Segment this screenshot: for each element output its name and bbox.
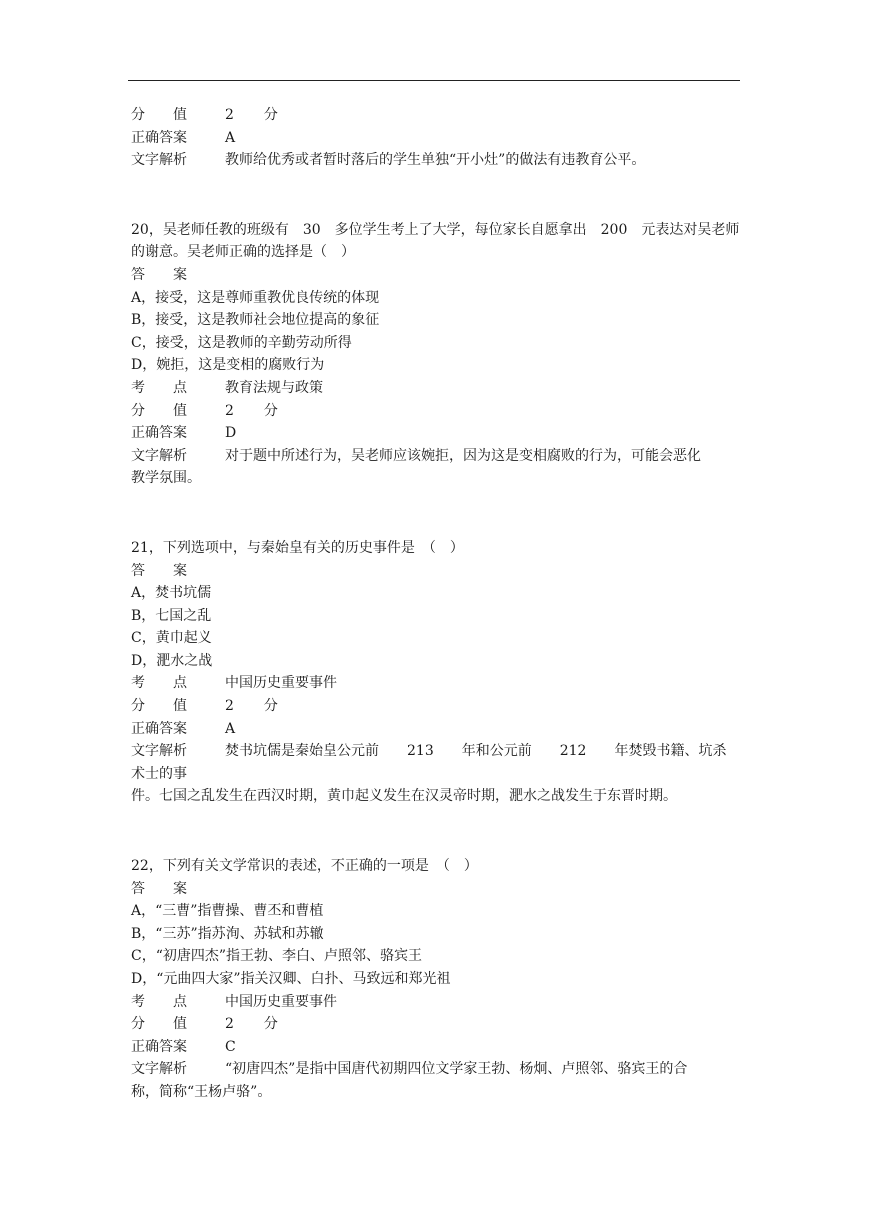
- point-row: [131, 377, 776, 400]
- point-value: 中国历史重要事件: [225, 993, 337, 1010]
- score-label: 分 值: [131, 1016, 187, 1033]
- analysis-row: [131, 740, 776, 763]
- point-label: 考 点: [131, 675, 187, 692]
- option-c: C，“初唐四杰”指王勃、李白、卢照邻、骆宾王: [131, 948, 423, 965]
- answer-row: [131, 127, 776, 150]
- question-22: [131, 855, 776, 1104]
- analysis-text: 焚书坑儒是秦始皇公元前 213 年和公元前 212 年焚毁书籍、坑杀: [225, 743, 727, 760]
- option-a: A，接受，这是尊师重教优良传统的体现: [131, 289, 380, 306]
- header-rule: [128, 80, 740, 81]
- question-text: 21，下列选项中，与秦始皇有关的历史事件是 （ ）: [131, 539, 464, 556]
- score-unit: 分: [263, 1016, 278, 1033]
- answer-row: [131, 1036, 776, 1059]
- option-a: A，“三曹”指曹操、曹丕和曹植: [131, 903, 324, 920]
- score-row: [131, 695, 776, 718]
- question-20: [131, 219, 776, 490]
- analysis-text: 教师给优秀或者暂时落后的学生单独“开小灶”的做法有违教育公平。: [225, 152, 646, 169]
- score-row: [131, 1013, 776, 1036]
- question-text-cont: 的谢意。吴老师正确的选择是（ ）: [131, 244, 355, 261]
- option-c: C，接受，这是教师的辛勤劳动所得: [131, 334, 352, 351]
- answer-label: 正确答案: [131, 1038, 187, 1055]
- score-unit: 分: [263, 402, 278, 419]
- score-row: [131, 104, 776, 127]
- score-unit: 分: [263, 698, 278, 715]
- analysis-label: 文字解析: [131, 447, 187, 464]
- score-row: [131, 400, 776, 423]
- score-unit: 分: [263, 107, 278, 123]
- question-21: [131, 537, 776, 808]
- score-value: 2: [225, 698, 234, 715]
- answer-row: [131, 718, 776, 741]
- option-c: C，黄巾起义: [131, 630, 212, 647]
- answer-value: A: [225, 720, 236, 737]
- score-label: 分 值: [131, 107, 187, 123]
- question-text: 22，下列有关文学常识的表述，不正确的一项是 （ ）: [131, 858, 478, 875]
- analysis-text-cont: 术士的事: [131, 765, 187, 782]
- analysis-text-cont: 称，简称“王杨卢骆”。: [131, 1083, 272, 1100]
- score-value: 2: [225, 402, 234, 419]
- score-value: 2: [225, 107, 234, 123]
- answer-label: 正确答案: [131, 425, 187, 442]
- answer-header: 答 案: [131, 266, 187, 283]
- answer-label: 正确答案: [131, 129, 187, 146]
- answer-value: C: [225, 1038, 236, 1055]
- answer-header: 答 案: [131, 880, 187, 897]
- option-d: D，婉拒，这是变相的腐败行为: [131, 357, 325, 374]
- option-b: B，“三苏”指苏洵、苏轼和苏辙: [131, 925, 324, 942]
- option-d: D，淝水之战: [131, 652, 213, 669]
- analysis-text-cont-2: 件。七国之乱发生在西汉时期，黄巾起义发生在汉灵帝时期，淝水之战发生于东晋时期。: [131, 788, 677, 805]
- document-body: [131, 104, 776, 1104]
- point-row: [131, 672, 776, 695]
- answer-row: [131, 422, 776, 445]
- analysis-text-cont: 教学氛围。: [131, 470, 201, 487]
- point-value: 教育法规与政策: [225, 379, 323, 396]
- point-value: 中国历史重要事件: [225, 675, 337, 692]
- option-d: D，“元曲四大家”指关汉卿、白扑、马致远和郑光祖: [131, 971, 451, 987]
- point-row: [131, 991, 776, 1014]
- score-value: 2: [225, 1016, 234, 1033]
- option-b: B，接受，这是教师社会地位提高的象征: [131, 312, 380, 329]
- analysis-label: 文字解析: [131, 152, 187, 169]
- analysis-text: 对于题中所述行为，吴老师应该婉拒，因为这是变相腐败的行为，可能会恶化: [225, 447, 701, 464]
- analysis-label: 文字解析: [131, 1061, 187, 1078]
- analysis-text: “初唐四杰”是指中国唐代初期四位文学家王勃、杨炯、卢照邻、骆宾王的合: [225, 1061, 688, 1078]
- answer-label: 正确答案: [131, 720, 187, 737]
- analysis-label: 文字解析: [131, 743, 187, 760]
- option-a: A，焚书坑儒: [131, 585, 212, 602]
- score-label: 分 值: [131, 402, 187, 419]
- question-text: 20，吴老师任教的班级有 30 多位学生考上了大学，每位家长自愿拿出 200 元表达对吴老师: [131, 221, 740, 238]
- answer-value: D: [225, 425, 237, 442]
- analysis-row: [131, 149, 776, 172]
- answer-header: 答 案: [131, 562, 187, 579]
- analysis-row: [131, 1058, 776, 1081]
- point-label: 考 点: [131, 993, 187, 1010]
- score-label: 分 值: [131, 698, 187, 715]
- analysis-row: [131, 445, 776, 468]
- option-b: B，七国之乱: [131, 607, 212, 624]
- answer-value: A: [225, 129, 236, 146]
- point-label: 考 点: [131, 379, 187, 396]
- question-19-tail: [131, 104, 776, 172]
